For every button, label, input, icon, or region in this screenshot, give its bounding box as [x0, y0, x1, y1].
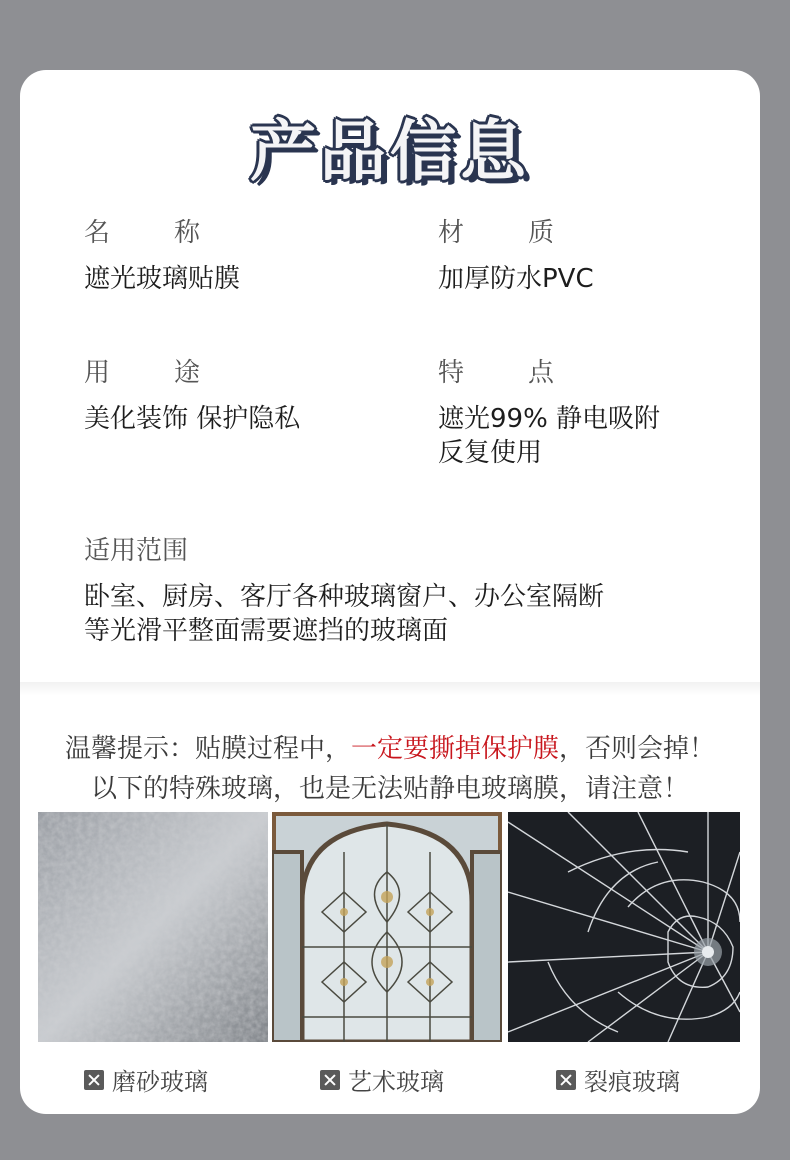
page-title: 产品信息 — [250, 113, 530, 190]
spec-label-feature: 特 点 — [438, 358, 555, 388]
warm-tip-line2: 以下的特殊玻璃，也是无法贴静电玻璃膜，请注意！ — [90, 774, 689, 804]
frosted-glass-image — [38, 812, 268, 1042]
x-box-icon — [320, 1070, 340, 1090]
spec-value-scope — [84, 580, 604, 648]
warm-tip-line1: 温馨提示：贴膜过程中，一定要撕掉保护膜，否则会掉！ — [64, 734, 716, 764]
cracked-glass-image — [508, 812, 740, 1042]
product-info-card — [20, 70, 760, 1114]
spec-value-usage: 美化装饰 保护隐私 — [84, 404, 301, 434]
section-divider — [20, 682, 760, 696]
spec-label-name: 名 称 — [84, 218, 201, 248]
spec-label-usage: 用 途 — [84, 358, 201, 388]
spec-value-feature-line2: 反复使用 — [438, 438, 543, 468]
x-box-icon — [556, 1070, 576, 1090]
tip-highlight: 一定要撕掉保护膜 — [350, 734, 559, 764]
art-glass-image — [272, 812, 502, 1042]
x-box-icon — [84, 1070, 104, 1090]
spec-value-feature — [438, 402, 660, 470]
caption-art-glass: 艺术玻璃 — [320, 1062, 444, 1097]
spec-value-scope-line2: 等光滑平整面需要遮挡的玻璃面 — [84, 616, 449, 646]
caption-cracked-glass: 裂痕玻璃 — [556, 1062, 680, 1097]
spec-value-material: 加厚防水PVC — [438, 264, 594, 294]
spec-label-scope: 适用范围 — [84, 536, 189, 566]
caption-frosted-glass: 磨砂玻璃 — [84, 1062, 208, 1097]
spec-value-name: 遮光玻璃贴膜 — [84, 264, 241, 294]
spec-value-scope-line1: 卧室、厨房、客厅各种玻璃窗户、办公室隔断 — [84, 582, 605, 612]
spec-value-feature-line1: 遮光99% 静电吸附 — [438, 404, 661, 434]
spec-label-material: 材 质 — [438, 218, 555, 248]
